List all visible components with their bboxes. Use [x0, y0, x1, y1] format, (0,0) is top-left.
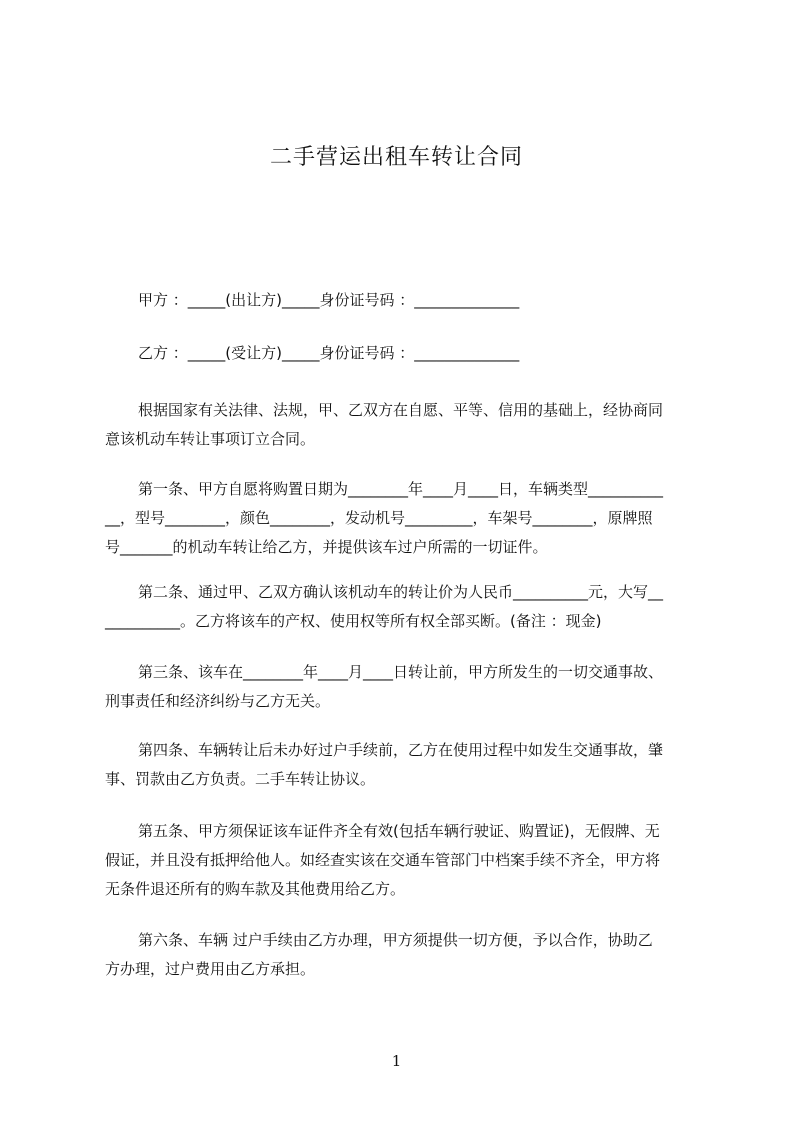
article-6-line: 方办理，过户费用由乙方承担。	[105, 960, 316, 978]
article-3-line: 第三条、该车在________年____月____日转让前，甲方所发生的一切交通事故、	[138, 663, 664, 681]
article-5-line: 假证，并且没有抵押给他人。如经查实该在交通车管部门中档案手续不齐全，甲方将	[105, 851, 661, 869]
party-a-line: 甲方 ：_____(出让方)_____身份证号码 ：______________	[138, 291, 520, 309]
article-5-line: 第五条、甲方须保证该车证件齐全有效(包括车辆行驶证、购置证)，无假牌、无	[138, 822, 660, 840]
article-2-line: __________。乙方将该车的产权、使用权等所有权全部买断。(备注 ：现金)	[105, 612, 602, 630]
article-1-line: 第一条、甲方自愿将购置日期为________年____月____日，车辆类型__________	[138, 480, 664, 498]
article-3-line: 刑事责任和经济纠纷与乙方无关。	[105, 692, 331, 710]
intro-paragraph	[105, 396, 705, 454]
party-b-line: 乙方 ：_____(受让方)_____身份证号码 ：______________	[138, 344, 520, 362]
article-3-paragraph	[105, 658, 705, 716]
article-5-paragraph	[105, 817, 705, 904]
page-number: 1	[391, 1052, 402, 1070]
article-2-line: 第二条、通过甲、乙双方确认该机动车的转让价为人民币__________元，大写__	[138, 583, 664, 601]
article-2-paragraph	[105, 578, 705, 636]
document-title: 二手营运出租车转让合同	[269, 145, 523, 170]
article-1-line: __，型号________，颜色________，发动机号_________，车架号________，原牌照	[105, 509, 653, 527]
article-1-line: 号_______的机动车转让给乙方，并提供该车过户所需的一切证件。	[105, 538, 548, 556]
article-6-line: 第六条、车辆 过户手续由乙方办理，甲方须提供一切方便，予以合作，协助乙	[138, 931, 653, 949]
intro-line: 意该机动车转让事项订立合同。	[105, 430, 316, 448]
article-5-line: 无条件退还所有的购车款及其他费用给乙方。	[105, 880, 406, 898]
article-1-paragraph	[105, 475, 705, 562]
article-6-paragraph	[105, 926, 705, 984]
article-4-line: 事、罚款由乙方负责。二手车转让协议。	[105, 770, 376, 788]
intro-line: 根据国家有关法律、法规，甲、乙双方在自愿、平等、信用的基础上，经协商同	[138, 401, 664, 419]
article-4-paragraph	[105, 736, 705, 794]
article-4-line: 第四条、车辆转让后未办好过户手续前，乙方在使用过程中如发生交通事故，肇	[138, 741, 664, 759]
